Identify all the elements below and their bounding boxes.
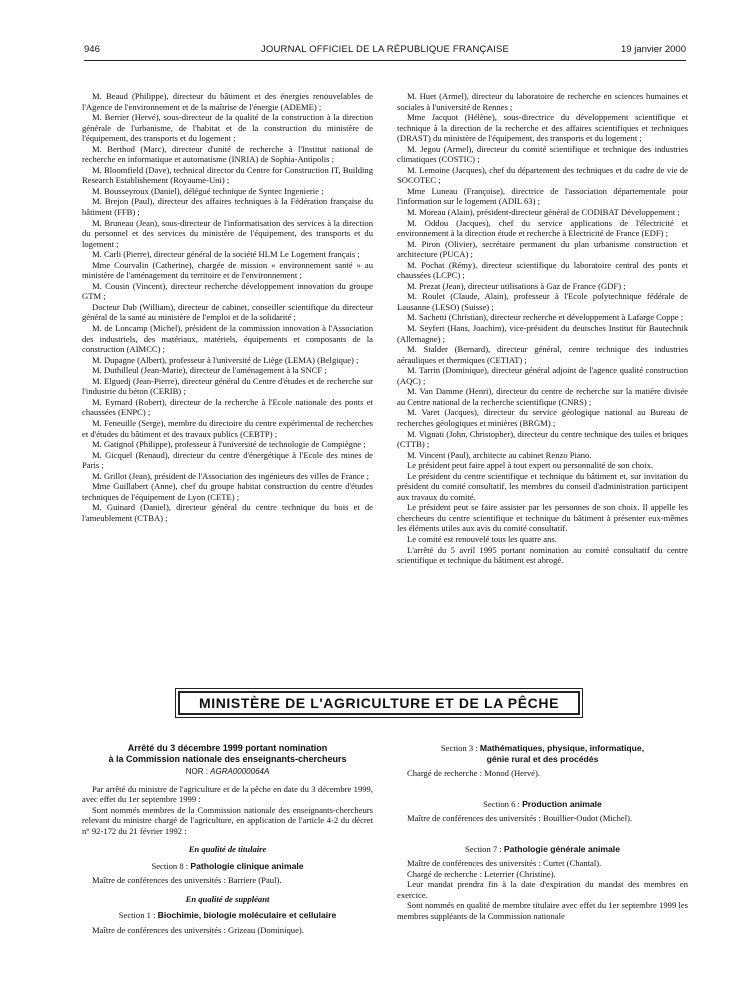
member-paragraph: M. Dupagne (Albert), professeur à l'université de Liège (LEMA) (Belgique) ; (92, 354, 359, 365)
suppleant-heading: En qualité de suppléant (185, 893, 270, 904)
member-paragraph: M. Vincent (Paul), architecte au cabinet Renzo Piano. (407, 449, 592, 460)
decree-title-line1: Arrêté du 3 décembre 1999 portant nomination (127, 743, 328, 753)
member-paragraph: M. Beaud (Philippe), directeur du bâtiment et des énergies renouvelables de l'Agence de l'environnement et de la maîtrise de l'énergie (ADEME) ; (82, 91, 373, 112)
page-header (84, 44, 686, 58)
nor-reference (82, 767, 373, 778)
nor-label: NOR : (185, 767, 208, 776)
member-paragraph: M. Elguedj (Jean-Pierre), directeur général du Centre d'études et de recherche sur l'industrie du béton (CERIB) ; (82, 375, 373, 397)
member-paragraph: M. Seyfert (Hans, Joachim), vice-président du deutsches Institut für Bautechnik (Allemagne) ; (397, 323, 688, 344)
section-3-name-line1: Mathématiques, physique, informatique, (479, 743, 645, 753)
mandate-paragraph: Leur mandat prendra fin à la date d'expiration du mandat des membres en exercice. (397, 879, 688, 900)
member-paragraph: M. de Loncamp (Michel), président de la commission innovation à l'Association des industriels, des matériaux, matériels, équipements et composants de la construction (AIMCC) ; (82, 323, 373, 355)
member-paragraph: M. Stalder (Bernard), directeur général, centre technique des industries aérauliques et thermiques (CETIAT) ; (397, 344, 688, 365)
closing-paragraph: Sont nommés en qualité de membre titulaire avec effet du 1er septembre 1999 les membres suppléants de la Commission nationale (397, 900, 688, 922)
section-3-label: Section 3 : (440, 743, 478, 753)
member-paragraph: Mme Courvalin (Catherine), chargée de mission « environnement santé » au ministère de l'aménagement du territoire et de l'environnement ; (82, 259, 373, 281)
member-paragraph: M. Pochat (Rémy), directeur scientifique du laboratoire central des ponts et chaussées (LCPC) ; (397, 259, 688, 281)
member-paragraph: M. Sachetti (Christian), directeur recherche et développement à Lafarge Coppe ; (407, 312, 684, 323)
section-7-member-1: Maître de conférences des universités : Curtet (Chantal). (407, 858, 602, 869)
ministry-banner (175, 688, 583, 718)
header-rule (84, 60, 686, 61)
member-paragraph: M. Berthod (Marc), directeur d'unité de recherche à l'Institut national de recherche en informatique et automatisme (INRIA) de Sophia-Antipolis ; (82, 143, 373, 165)
section-7-heading (397, 844, 688, 855)
section-7-label: Section 7 : (465, 843, 502, 854)
member-paragraph: L'arrêté du 5 avril 1995 portant nomination au comité consultatif du centre scientifique et technique du bâtiment est abrogé. (397, 544, 688, 566)
member-paragraph: Le président du centre scientifique et technique du bâtiment et, sur invitation du président du comité consultatif, les membres du conseil d'administration participent aux travaux du comité. (397, 470, 688, 502)
section-8-name: Pathologie clinique animale (190, 860, 304, 871)
member-paragraph: M. Duthilleul (Jean-Marie), directeur de l'aménagement à la SNCF ; (92, 365, 327, 376)
member-paragraph: M. Berrier (Hervé), sous-directeur de la qualité de la construction à la direction générale de l'urbanisme, de l'habitat et de la construction du ministère de l'équipement, des transports et du logement ; (82, 112, 373, 144)
member-paragraph: M. Oddou (Jacques), chef du service applications de l'électricité et environnement à la direction étude et recherche à Electricité de France (EDF) ; (397, 217, 688, 239)
member-paragraph: Le président peut faire appel à tout expert ou personnalité de son choix. (407, 460, 654, 471)
page-number: 946 (84, 44, 100, 55)
member-paragraph: M. Van Damme (Henri), directeur du centre de recherche sur la matière divisée au Centre national de la recherche scientifique (CNRS) ; (397, 386, 688, 407)
left-column (82, 91, 373, 523)
member-paragraph: M. Prezat (Jean), directeur utilisations à Gaz de France (GDF) ; (407, 280, 626, 291)
section-3-heading (397, 743, 688, 764)
decree-nominated: Sont nommés membres de la Commission nationale des enseignants-chercheurs relevant du ministre chargé de l'agriculture, en application de l'article 4-2 du décret n° 92-172 du 21 février 1992 : (82, 804, 373, 836)
section-8-member: Maître de conférences des universités : Barriere (Paul). (92, 875, 282, 886)
member-paragraph: Le président peut se faire assister par les personnes de son choix. Il appelle les chercheurs du centre scientifique et technique du bâtiment à présenter eux-mêmes les éléments utiles aux avis du comité consultatif. (397, 502, 688, 534)
member-paragraph: M. Vignati (John, Christopher), directeur du centre technique des tuiles et briques (CTTB) ; (397, 428, 688, 450)
section-7-member-2: Chargé de recherche : Leterrier (Christine). (407, 868, 556, 879)
section-1-label: Section 1 : (118, 910, 156, 921)
member-paragraph: M. Gatignol (Philippe), professeur à l'université de technologie de Compiègne ; (92, 439, 366, 450)
member-paragraph: M. Bruneau (Jean), sous-directeur de l'informatisation des services à la direction du personnel et des services du ministère de l'équipement, des transports et du logement ; (82, 217, 373, 249)
section-3-member: Chargé de recherche : Monod (Hervé). (407, 768, 540, 779)
section-6-heading (397, 799, 688, 810)
member-paragraph: M. Piron (Olivier), secrétaire permanent du plan urbanisme construction et architecture (PUCA) ; (397, 238, 688, 260)
ministry-banner-title: MINISTÈRE DE L'AGRICULTURE ET DE LA PÊCHE (178, 691, 580, 715)
member-paragraph: M. Tarrin (Dominique), directeur général adjoint de l'agence qualité construction (AQC) ; (397, 365, 688, 386)
section-6-member: Maître de conférences des universités : Bouillier-Oudot (Michel). (407, 813, 633, 824)
member-paragraph: M. Grillot (Jean), président de l'Association des ingénieurs des villes de France ; (92, 470, 369, 481)
decree-intro: Par arrêté du ministre de l'agriculture et de la pêche en date du 3 décembre 1999, avec effet du 1er septembre 1999 : (82, 783, 373, 805)
member-paragraph: M. Roulet (Claude, Alain), professeur à l'Ecole polytechnique fédérale de Lausanne (LESO) (Suisse) ; (397, 291, 688, 312)
member-paragraph: M. Guinard (Daniel), directeur général du centre technique du bois et de l'ameublement (CTBA) ; (82, 502, 373, 523)
member-paragraph: M. Bousseyroux (Daniel), délégué technique de Syntec Ingenierie ; (92, 185, 324, 196)
member-paragraph: Mme Guillabert (Anne), chef du groupe habitat construction du centre d'études techniques de l'équipement de Lyon (CETE) ; (82, 481, 373, 502)
decree-left-column (82, 743, 373, 936)
member-paragraph: M. Feneuille (Serge), membre du directoire du centre expérimental de recherches et d'études du bâtiment et des travaux publics (CEBTP) ; (82, 417, 373, 439)
member-paragraph: M. Carli (Pierre), directeur général de la société HLM Le Logement français ; (92, 249, 360, 260)
issue-date: 19 janvier 2000 (621, 44, 686, 55)
member-paragraph: M. Brejon (Paul), directeur des affaires techniques à la Fédération française du bâtiment (FFB) ; (82, 196, 373, 218)
section-7-name: Pathologie générale animale (503, 843, 620, 854)
member-paragraph: Mme Luneau (Françoise), directrice de l'association départementale pour l'information sur le logement (ADIL 63) ; (397, 185, 688, 207)
member-paragraph: M. Cousin (Vincent), directeur recherche développement innovation du groupe GTM ; (82, 280, 373, 302)
nor-code: AGRA0000064A (210, 767, 270, 776)
section-8-heading (82, 861, 373, 872)
section-1-heading (82, 910, 373, 921)
member-paragraph: Le comité est renouvelé tous les quatre ans. (407, 533, 557, 544)
section-1-name: Biochimie, biologie moléculaire et cellulaire (157, 910, 337, 921)
section-6-name: Production animale (522, 798, 602, 809)
member-paragraph: Docteur Dab (William), directeur de cabinet, conseiller scientifique du directeur général de la santé au ministère de l'emploi et de la solidarité ; (82, 301, 373, 323)
member-paragraph: M. Lemoine (Jacques), chef du département des techniques et du cadre de vie de SOCOTEC ; (397, 164, 688, 186)
section-8-label: Section 8 : (151, 860, 189, 871)
section-6-label: Section 6 : (483, 798, 520, 809)
titulaire-heading: En qualité de titulaire (188, 844, 267, 855)
section-1-member: Maître de conférences des universités : Grizeau (Dominique). (92, 925, 304, 936)
member-paragraph: M. Varet (Jacques), directeur du service géologique national au Bureau de recherches géologiques et minières (BRGM) ; (397, 407, 688, 428)
section-3-name-line2: génie rural et des procédés (486, 753, 599, 764)
decree-right-column (397, 743, 688, 922)
right-column (397, 91, 688, 566)
member-paragraph: M. Bloomfield (Dave), technical director du Centre for Construction IT, Building Research Establishement (Royaume-Uni) ; (82, 164, 373, 186)
member-paragraph: M. Jegou (Armel), directeur du comité scientifique et technique des industries climatiques (COSTIC) ; (397, 143, 688, 165)
journal-title: JOURNAL OFFICIEL DE LA RÉPUBLIQUE FRANÇAISE (260, 44, 510, 55)
member-paragraph: Mme Jacquot (Hélène), sous-directrice du développement scientifique et technique à la direction de la recherche et des affaires scientifiques et techniques (DRAST) du ministère de l'équipement, des transports et du logement ; (397, 112, 688, 144)
member-paragraph: M. Gicquel (Renaud), directeur du centre d'énergétique à l'Ecole des mines de Paris ; (82, 449, 373, 471)
member-paragraph: M. Huet (Armel), directeur du laboratoire de recherche en sciences humaines et sociales à l'université de Rennes ; (397, 91, 688, 112)
member-paragraph: M. Moreau (Alain), président-directeur général de CODIBAT Développement ; (407, 207, 680, 218)
decree-title-line2: à la Commission nationale des enseignants-chercheurs (108, 754, 347, 764)
member-paragraph: M. Eymard (Robert), directeur de la recherche à l'Ecole nationale des ponts et chaussées (ENPC) ; (82, 396, 373, 418)
